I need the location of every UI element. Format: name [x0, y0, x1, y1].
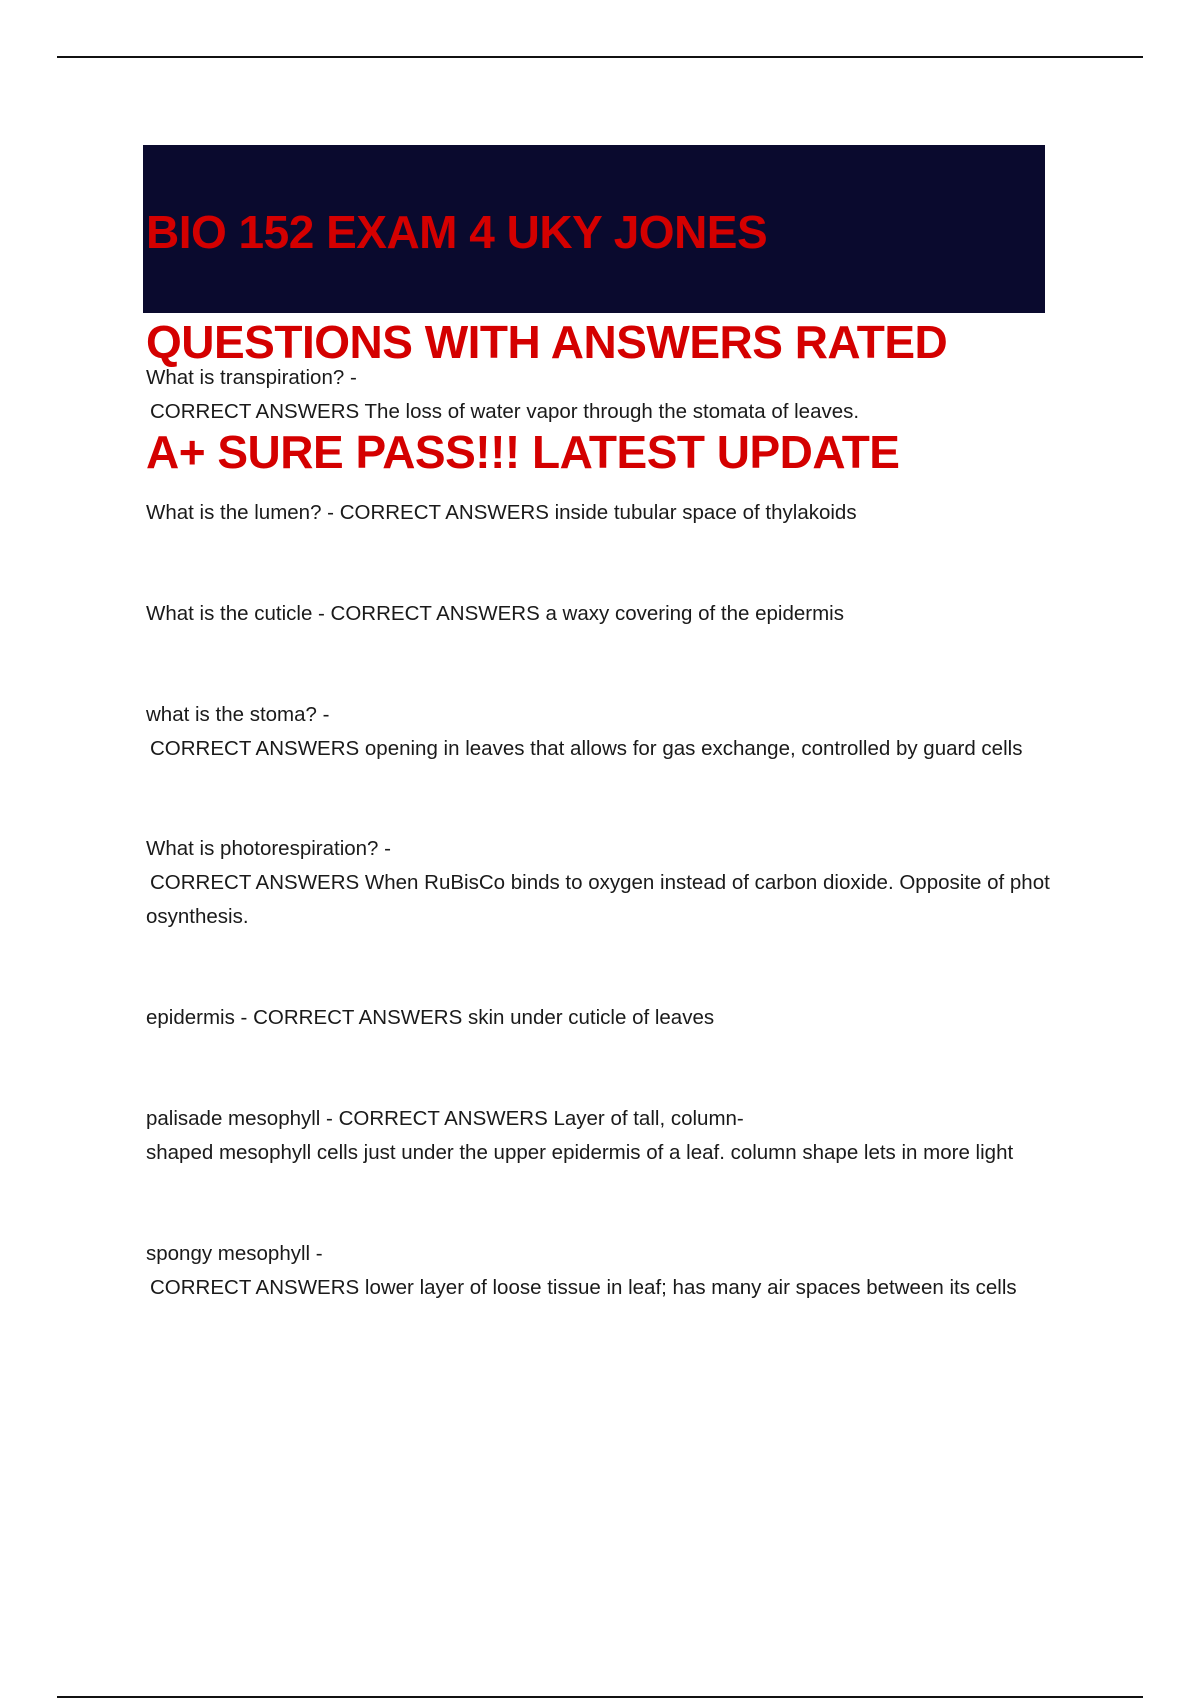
qa-entry-lumen — [146, 496, 1106, 530]
bottom-divider — [57, 1696, 1143, 1698]
answer-line-continued: osynthesis. — [146, 905, 249, 928]
qa-entry-cuticle — [146, 597, 1106, 631]
qa-entry-palisade-mesophyll — [146, 1102, 1106, 1170]
question-line: What is transpiration? - — [146, 366, 357, 389]
qa-line: What is the cuticle - CORRECT ANSWERS a waxy covering of the epidermis — [146, 602, 844, 625]
qa-entry-stoma — [146, 698, 1106, 766]
document-title — [146, 150, 1045, 480]
answer-line: CORRECT ANSWERS opening in leaves that allows for gas exchange, controlled by guard cells — [150, 737, 1023, 760]
question-line: palisade mesophyll - CORRECT ANSWERS Layer of tall, column- — [146, 1107, 744, 1130]
qa-line: What is the lumen? - CORRECT ANSWERS inside tubular space of thylakoids — [146, 501, 857, 524]
question-line: What is photorespiration? - — [146, 837, 391, 860]
answer-line-continued: shaped mesophyll cells just under the upper epidermis of a leaf. column shape lets in more light — [146, 1141, 1014, 1164]
qa-entry-photorespiration — [146, 832, 1106, 934]
title-line: A+ SURE PASS!!! LATEST UPDATE — [146, 426, 900, 478]
answer-line: CORRECT ANSWERS lower layer of loose tissue in leaf; has many air spaces between its cells — [150, 1276, 1017, 1299]
top-divider — [57, 56, 1143, 58]
question-line: what is the stoma? - — [146, 703, 330, 726]
qa-line: epidermis - CORRECT ANSWERS skin under cuticle of leaves — [146, 1006, 715, 1029]
answer-line: CORRECT ANSWERS The loss of water vapor through the stomata of leaves. — [150, 400, 860, 423]
qa-entry-transpiration — [146, 361, 1106, 429]
title-line: QUESTIONS WITH ANSWERS RATED — [146, 316, 948, 368]
qa-entry-epidermis — [146, 1001, 1106, 1035]
question-line: spongy mesophyll - — [146, 1242, 323, 1265]
qa-entry-spongy-mesophyll — [146, 1237, 1106, 1305]
title-line: BIO 152 EXAM 4 UKY JONES — [146, 206, 768, 258]
answer-line: CORRECT ANSWERS When RuBisCo binds to oxygen instead of carbon dioxide. Opposite of phot — [150, 871, 1050, 894]
